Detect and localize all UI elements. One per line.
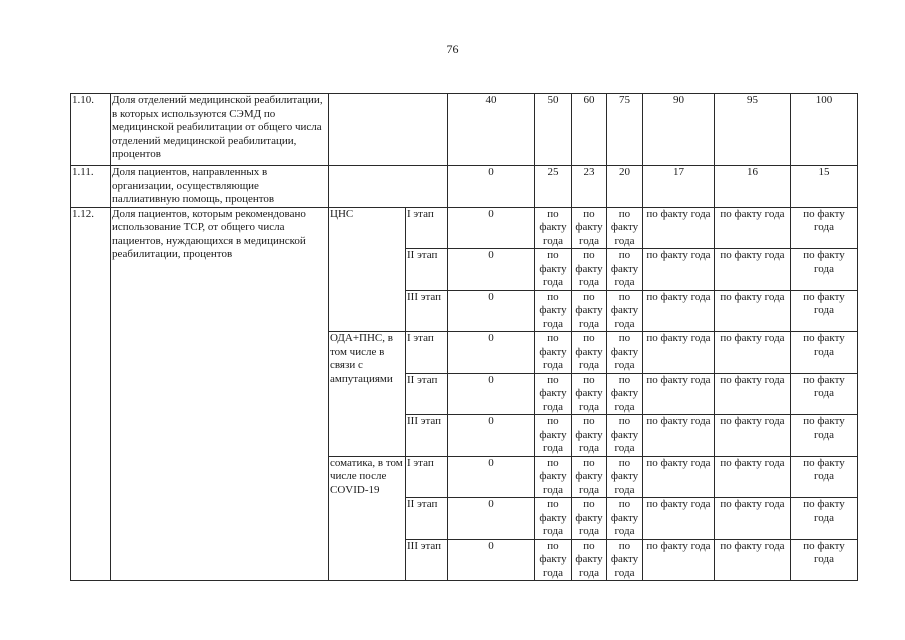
- value-cell: 0: [448, 290, 535, 332]
- value-cell: по факту года: [607, 290, 643, 332]
- value-cell: по факту года: [535, 415, 572, 457]
- indicator-name: Доля пациентов, направленных в организации, осуществляющие паллиативную помощь, процентов: [111, 166, 329, 208]
- value-cell: 100: [791, 94, 858, 166]
- stage-label: I этап: [406, 332, 448, 374]
- value-cell: 15: [791, 166, 858, 208]
- table-body: [71, 94, 858, 581]
- indicator-name: Доля отделений медицинской реабилитации, в которых используются СЭМД по медицинской реабилитации от общего числа отделений медицинской реабилитации, процентов: [111, 94, 329, 166]
- value-cell: 25: [535, 166, 572, 208]
- value-cell: 0: [448, 332, 535, 374]
- value-cell: 23: [572, 166, 607, 208]
- stage-label: I этап: [406, 207, 448, 249]
- value-cell: 95: [715, 94, 791, 166]
- value-cell: по факту года: [572, 373, 607, 415]
- value-cell: по факту года: [535, 539, 572, 581]
- page-number: 76: [446, 42, 459, 56]
- value-cell: по факту года: [715, 373, 791, 415]
- value-cell: по факту года: [535, 207, 572, 249]
- value-cell: по факту года: [643, 290, 715, 332]
- value-cell: по факту года: [572, 456, 607, 498]
- table-row: [71, 207, 858, 249]
- value-cell: по факту года: [643, 249, 715, 291]
- value-cell: 0: [448, 166, 535, 208]
- value-cell: по факту года: [643, 207, 715, 249]
- value-cell: по факту года: [607, 373, 643, 415]
- value-cell: по факту года: [643, 456, 715, 498]
- value-cell: 0: [448, 456, 535, 498]
- empty-cell: [329, 94, 448, 166]
- value-cell: по факту года: [535, 456, 572, 498]
- value-cell: по факту года: [572, 539, 607, 581]
- value-cell: по факту года: [643, 498, 715, 540]
- value-cell: по факту года: [535, 290, 572, 332]
- value-cell: по факту года: [791, 498, 858, 540]
- value-cell: по факту года: [791, 290, 858, 332]
- value-cell: 50: [535, 94, 572, 166]
- value-cell: по факту года: [607, 249, 643, 291]
- value-cell: по факту года: [643, 373, 715, 415]
- stage-label: III этап: [406, 290, 448, 332]
- indicator-name: Доля пациентов, которым рекомендовано использование ТСР, от общего числа пациентов, нуждающихся в медицинской реабилитации, процентов: [111, 207, 329, 581]
- value-cell: по факту года: [715, 207, 791, 249]
- stage-label: II этап: [406, 249, 448, 291]
- value-cell: по факту года: [535, 498, 572, 540]
- value-cell: по факту года: [791, 539, 858, 581]
- value-cell: по факту года: [715, 456, 791, 498]
- value-cell: по факту года: [607, 207, 643, 249]
- value-cell: по факту года: [535, 373, 572, 415]
- value-cell: 75: [607, 94, 643, 166]
- value-cell: 0: [448, 498, 535, 540]
- pathology-group: соматика, в том числе после COVID-19: [329, 456, 406, 581]
- value-cell: по факту года: [535, 332, 572, 374]
- value-cell: по факту года: [607, 332, 643, 374]
- stage-label: I этап: [406, 456, 448, 498]
- value-cell: по факту года: [791, 456, 858, 498]
- value-cell: по факту года: [715, 332, 791, 374]
- table-row: [71, 94, 858, 166]
- value-cell: 90: [643, 94, 715, 166]
- value-cell: 0: [448, 207, 535, 249]
- value-cell: по факту года: [643, 539, 715, 581]
- value-cell: по факту года: [643, 332, 715, 374]
- value-cell: по факту года: [715, 498, 791, 540]
- value-cell: по факту года: [572, 207, 607, 249]
- value-cell: по факту года: [791, 415, 858, 457]
- value-cell: по факту года: [607, 539, 643, 581]
- pathology-group: ЦНС: [329, 207, 406, 332]
- value-cell: по факту года: [791, 373, 858, 415]
- value-cell: 20: [607, 166, 643, 208]
- value-cell: 16: [715, 166, 791, 208]
- value-cell: по факту года: [791, 249, 858, 291]
- value-cell: 17: [643, 166, 715, 208]
- value-cell: по факту года: [643, 415, 715, 457]
- stage-label: III этап: [406, 539, 448, 581]
- value-cell: по факту года: [607, 498, 643, 540]
- value-cell: по факту года: [535, 249, 572, 291]
- value-cell: по факту года: [572, 249, 607, 291]
- value-cell: 60: [572, 94, 607, 166]
- value-cell: по факту года: [572, 415, 607, 457]
- row-number: 1.12.: [71, 207, 111, 581]
- row-number: 1.11.: [71, 166, 111, 208]
- table-row: [71, 166, 858, 208]
- value-cell: по факту года: [715, 415, 791, 457]
- value-cell: по факту года: [572, 290, 607, 332]
- value-cell: по факту года: [715, 290, 791, 332]
- value-cell: по факту года: [607, 415, 643, 457]
- value-cell: 0: [448, 415, 535, 457]
- value-cell: по факту года: [572, 498, 607, 540]
- value-cell: по факту года: [715, 249, 791, 291]
- stage-label: II этап: [406, 373, 448, 415]
- value-cell: по факту года: [715, 539, 791, 581]
- row-number: 1.10.: [71, 94, 111, 166]
- empty-cell: [329, 166, 448, 208]
- value-cell: 0: [448, 249, 535, 291]
- value-cell: по факту года: [607, 456, 643, 498]
- stage-label: III этап: [406, 415, 448, 457]
- value-cell: 0: [448, 539, 535, 581]
- value-cell: по факту года: [572, 332, 607, 374]
- indicator-table: [70, 93, 858, 581]
- value-cell: по факту года: [791, 207, 858, 249]
- value-cell: по факту года: [791, 332, 858, 374]
- stage-label: II этап: [406, 498, 448, 540]
- pathology-group: ОДА+ПНС, в том числе в связи с ампутациями: [329, 332, 406, 457]
- value-cell: 0: [448, 373, 535, 415]
- value-cell: 40: [448, 94, 535, 166]
